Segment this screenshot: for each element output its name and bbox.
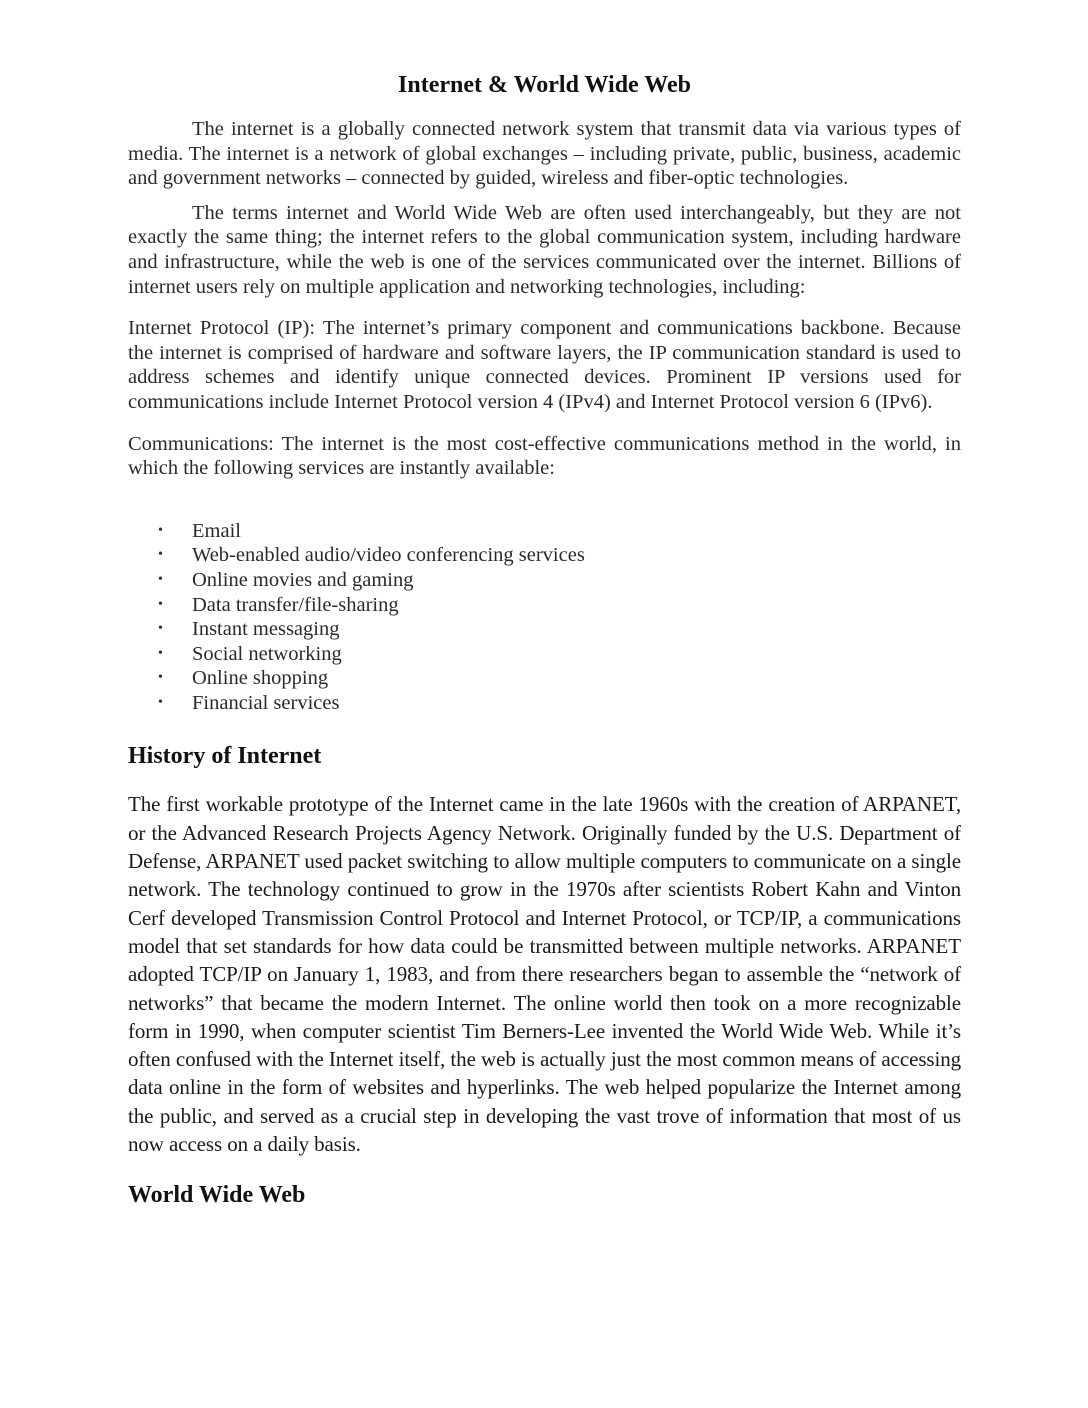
www-heading: World Wide Web: [128, 1182, 306, 1209]
bullet-icon: •: [158, 522, 163, 538]
history-paragraph: The first workable prototype of the Internet came in the late 1960s with the creation of ARPANET, or the Advanced Research Projects Agency Network. Originally funded by the U.S. Department of Defense, ARPANET used packet switching to allow multiple computers to communicate on a single network. The technology continued to grow in the 1970s after scientists Robert Kahn and Vinton Cerf developed Transmission Control Protocol and Internet Protocol, or TCP/IP, a communications model that set standards for how data could be transmitted between multiple networks. ARPANET adopted TCP/IP on January 1, 1983, and from there researchers began to assemble the “network of networks” that became the modern Internet. The online world then took on a more recognizable form in 1990, when computer scientist Tim Berners-Lee invented the World Wide Web. While it’s often confused with the Internet itself, the web is actually just the most common means of accessing data online in the form of websites and hyperlinks. The web helped popularize the Internet among the public, and served as a crucial step in developing the vast trove of information that most of us now access on a daily basis.: [128, 792, 961, 1157]
bullet-icon: •: [158, 670, 163, 686]
list-item-text: Online movies and gaming: [192, 568, 414, 591]
list-item: [128, 568, 961, 593]
list-item: [128, 617, 961, 642]
document-title: Internet & World Wide Web: [398, 72, 691, 98]
communications-paragraph: Communications: The internet is the most cost-effective communications method in the world, in which the following services are instantly available:: [128, 432, 961, 480]
bullet-icon: •: [158, 621, 163, 637]
list-item: [128, 666, 961, 691]
list-item: [128, 543, 961, 568]
list-item: [128, 642, 961, 667]
list-item-text: Email: [192, 519, 241, 542]
list-item: [128, 691, 961, 716]
list-item-text: Data transfer/file-sharing: [192, 593, 399, 616]
intro-paragraph-2: The terms internet and World Wide Web are often used interchangeably, but they are not exactly the same thing; the internet refers to the global communication system, including hardware and infrastructure, while the web is one of the services communicated over the internet. Billions of internet users rely on multiple application and networking technologies, including:: [128, 201, 961, 298]
list-item: [128, 593, 961, 618]
services-list: [128, 519, 961, 716]
list-item-text: Web-enabled audio/video conferencing services: [192, 544, 585, 567]
bullet-icon: •: [158, 596, 163, 612]
bullet-icon: •: [158, 694, 163, 710]
bullet-icon: •: [158, 571, 163, 587]
ip-paragraph: Internet Protocol (IP): The internet’s primary component and communications backbone. Because the internet is comprised of hardware and software layers, the IP communication standard is used to address schemes and identify unique connected devices. Prominent IP versions used for communications include Internet Protocol version 4 (IPv4) and Internet Protocol version 6 (IPv6).: [128, 317, 961, 413]
list-item-text: Online shopping: [192, 667, 329, 690]
list-item: [128, 519, 961, 544]
bullet-icon: •: [158, 645, 163, 661]
bullet-icon: •: [158, 547, 163, 563]
list-item-text: Financial services: [192, 691, 340, 714]
list-item-text: Social networking: [192, 642, 342, 665]
list-item-text: Instant messaging: [192, 618, 340, 641]
intro-paragraph-1: The internet is a globally connected network system that transmit data via various types of media. The internet is a network of global exchanges – including private, public, business, academic and government networks – connected by guided, wireless and fiber-optic technologies.: [128, 118, 961, 190]
history-heading: History of Internet: [128, 743, 322, 770]
